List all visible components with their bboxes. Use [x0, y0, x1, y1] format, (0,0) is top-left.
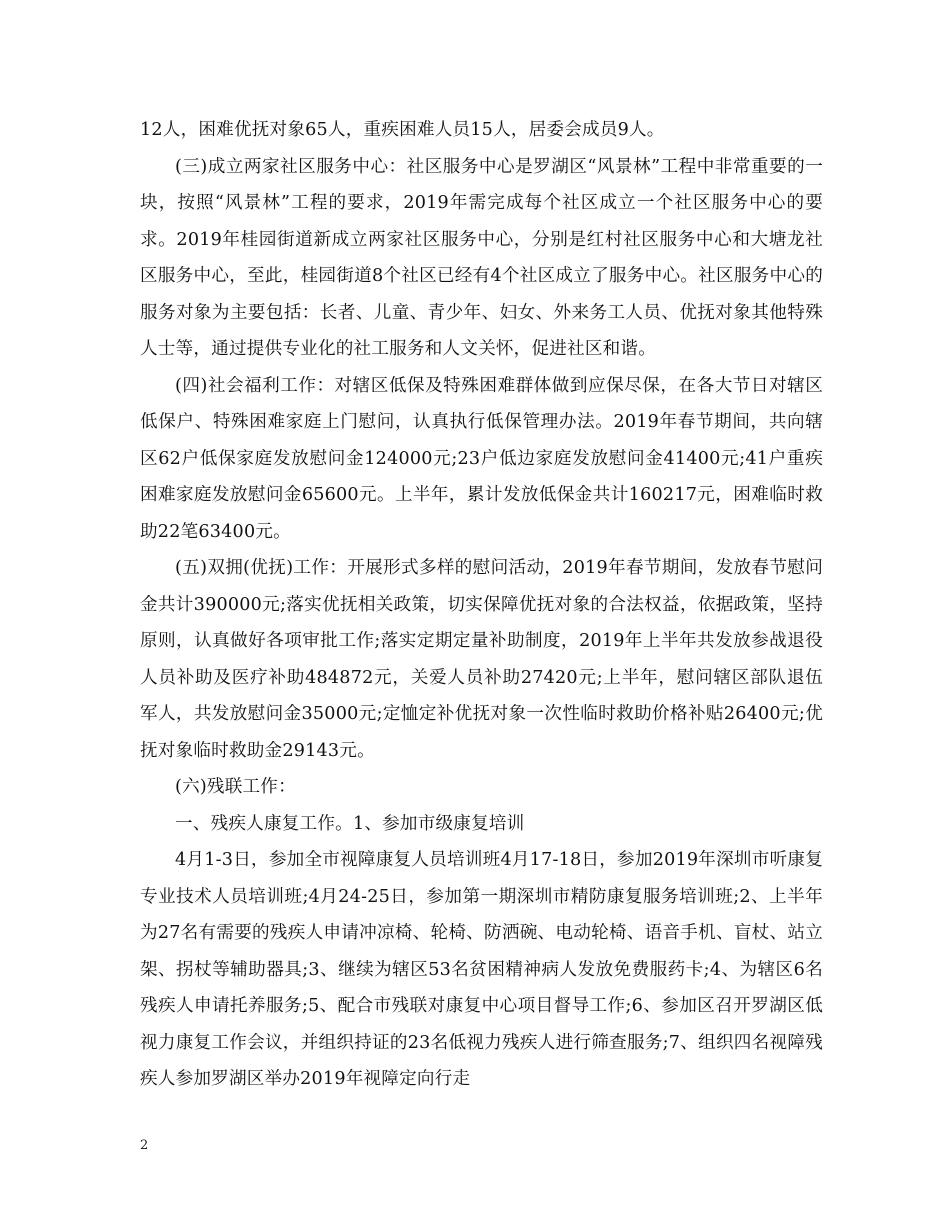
paragraph-2: (三)成立两家社区服务中心：社区服务中心是罗湖区“风景林”工程中非常重要的一块，按照“风景林”工程的要求，2019年需完成每个社区成立一个社区服务中心的要求。2019年桂园街道新成立两家社区服务中心，分别是红村社区服务中心和大塘龙社区服务中心，至此，桂园街道8个社区已经有4个社区成立了服务中心。社区服务中心的服务对象为主要包括：长者、儿童、青少年、妇女、外来务工人员、优抚对象其他特殊人士等，通过提供专业化的社工服务和人文关怀，促进社区和谐。 — [140, 156, 823, 359]
paragraph-4: (五)双拥(优抚)工作：开展形式多样的慰问活动，2019年春节期间，发放春节慰问金共计390000元;落实优抚相关政策，切实保障优抚对象的合法权益，依据政策，坚持原则，认真做好各项审批工作;落实定期定量补助制度，2019年上半年共发放参战退役人员补助及医疗补助484872元，关爱人员补助27420元;上半年，慰问辖区部队退伍军人，共发放慰问金35000元;定恤定补优抚对象一次性临时救助价格补贴26400元;优抚对象临时救助金29143元。 — [140, 558, 823, 761]
paragraph-6: 一、残疾人康复工作。1、参加市级康复培训 — [175, 813, 525, 834]
paragraph-3: (四)社会福利工作：对辖区低保及特殊困难群体做到应保尽保，在各大节日对辖区低保户、特殊困难家庭上门慰问，认真执行低保管理办法。2019年春节期间，共向辖区62户低保家庭发放慰问金124000元;23户低边家庭发放慰问金41400元;41户重疾困难家庭发放慰问金65600元。上半年，累计发放低保金共计160217元，困难临时救助22笔63400元。 — [140, 375, 823, 542]
paragraph-5: (六)残联工作： — [175, 777, 296, 797]
document-page — [140, 112, 823, 1098]
paragraph-7: 4月1-3日，参加全市视障康复人员培训班4月17-18日，参加2019年深圳市听康复专业技术人员培训班;4月24-25日，参加第一期深圳市精防康复服务培训班;2、上半年为27名有需要的残疾人申请冲凉椅、轮椅、防洒碗、电动轮椅、语音手机、盲杖、站立架、拐杖等辅助器具;3、继续为辖区53名贫困精神病人发放免费服药卡;4、为辖区6名残疾人申请托养服务;5、配合市残联对康复中心项目督导工作;6、参加区召开罗湖区低视力康复工作会议，并组织持证的23名低视力残疾人进行筛查服务;7、组织四名视障残疾人参加罗湖区举办2019年视障定向行走 — [140, 850, 823, 1089]
page-number: 2 — [140, 1138, 149, 1153]
paragraph-1: 12人，困难优抚对象65人，重疾困难人员15人，居委会成员9人。 — [140, 120, 665, 140]
